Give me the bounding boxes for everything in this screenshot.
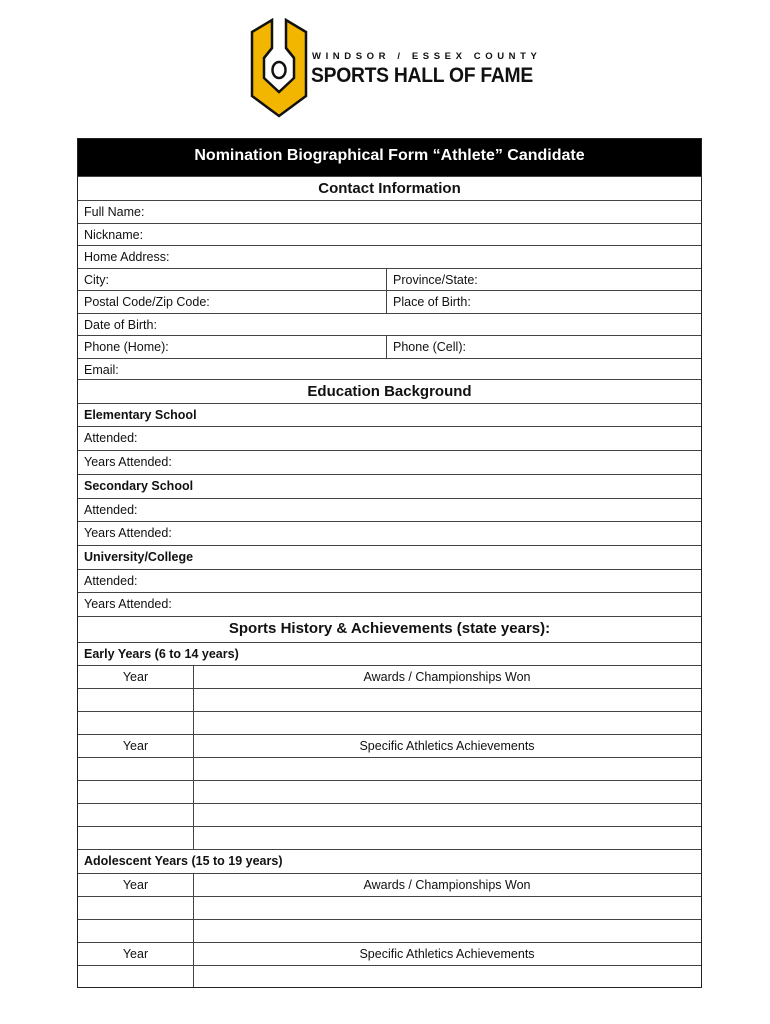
full-name-field[interactable] <box>78 201 701 224</box>
early-years-label: Early Years (6 to 14 years) <box>84 647 239 661</box>
year-col-header: Year <box>122 670 149 684</box>
sports-heading: Sports History & Achievements (state years): <box>228 620 551 637</box>
logo-subtitle: WINDSOR / ESSEX COUNTY <box>312 51 542 62</box>
table-row[interactable] <box>78 827 701 850</box>
adolescent-awards-header <box>78 874 701 897</box>
phone-row <box>78 336 701 359</box>
contact-heading: Contact Information <box>318 180 461 197</box>
sports-section-header <box>78 617 701 643</box>
postal-birthplace-row <box>78 291 701 314</box>
home-address-label: Home Address: <box>84 250 170 264</box>
form-title: Nomination Biographical Form “Athlete” Candidate <box>194 147 585 164</box>
early-years-row <box>78 643 701 666</box>
years-attended-label: Years Attended: <box>84 597 172 611</box>
secondary-row <box>78 475 701 499</box>
nomination-form <box>77 138 702 988</box>
phone-home-label: Phone (Home): <box>84 340 169 354</box>
place-of-birth-field[interactable] <box>386 291 471 313</box>
table-row[interactable] <box>78 897 701 920</box>
education-section-header <box>78 380 701 404</box>
nickname-label: Nickname: <box>84 228 144 242</box>
province-field[interactable] <box>386 269 478 290</box>
attended-label: Attended: <box>84 503 138 517</box>
adolescent-years-row <box>78 850 701 874</box>
university-attended-field[interactable] <box>78 570 701 593</box>
university-years-field[interactable] <box>78 593 701 617</box>
logo-title: SPORTS HALL OF FAME <box>311 64 533 87</box>
email-label: Email: <box>84 363 119 377</box>
year-col-header: Year <box>122 878 149 892</box>
secondary-label: Secondary School <box>84 479 194 493</box>
table-row[interactable] <box>78 966 701 987</box>
year-col-header: Year <box>122 739 149 753</box>
elementary-years-field[interactable] <box>78 451 701 475</box>
postal-label: Postal Code/Zip Code: <box>84 295 210 309</box>
adolescent-years-label: Adolescent Years (15 to 19 years) <box>84 854 283 868</box>
table-row[interactable] <box>78 689 701 712</box>
athlete-emblem-icon <box>250 18 308 118</box>
elementary-attended-field[interactable] <box>78 427 701 451</box>
early-achievements-header <box>78 735 701 758</box>
awards-col-header: Awards / Championships Won <box>363 670 531 684</box>
city-province-row <box>78 269 701 291</box>
secondary-years-field[interactable] <box>78 522 701 546</box>
attended-label: Attended: <box>84 574 138 588</box>
awards-col-header: Awards / Championships Won <box>363 878 531 892</box>
dob-field[interactable] <box>78 314 701 336</box>
years-attended-label: Years Attended: <box>84 526 172 540</box>
table-row[interactable] <box>78 758 701 781</box>
secondary-attended-field[interactable] <box>78 499 701 522</box>
adolescent-achievements-header <box>78 943 701 966</box>
university-row <box>78 546 701 570</box>
province-label: Province/State: <box>393 273 478 287</box>
phone-cell-field[interactable] <box>386 336 466 358</box>
attended-label: Attended: <box>84 431 138 445</box>
table-row[interactable] <box>78 712 701 735</box>
education-heading: Education Background <box>307 383 472 400</box>
elementary-row <box>78 404 701 427</box>
nickname-field[interactable] <box>78 224 701 246</box>
elementary-label: Elementary School <box>84 408 197 422</box>
form-title-bar <box>78 139 701 177</box>
hall-of-fame-logo <box>250 18 550 118</box>
table-row[interactable] <box>78 781 701 804</box>
achievements-col-header: Specific Athletics Achievements <box>359 947 535 961</box>
years-attended-label: Years Attended: <box>84 455 172 469</box>
achievements-col-header: Specific Athletics Achievements <box>359 739 535 753</box>
dob-label: Date of Birth: <box>84 318 157 332</box>
city-label: City: <box>84 273 109 287</box>
place-of-birth-label: Place of Birth: <box>393 295 471 309</box>
early-awards-header <box>78 666 701 689</box>
table-row[interactable] <box>78 804 701 827</box>
year-col-header: Year <box>122 947 149 961</box>
phone-cell-label: Phone (Cell): <box>393 340 466 354</box>
contact-section-header <box>78 177 701 201</box>
university-label: University/College <box>84 550 194 564</box>
email-field[interactable] <box>78 359 701 380</box>
table-row[interactable] <box>78 920 701 943</box>
full-name-label: Full Name: <box>84 205 145 219</box>
home-address-field[interactable] <box>78 246 701 269</box>
